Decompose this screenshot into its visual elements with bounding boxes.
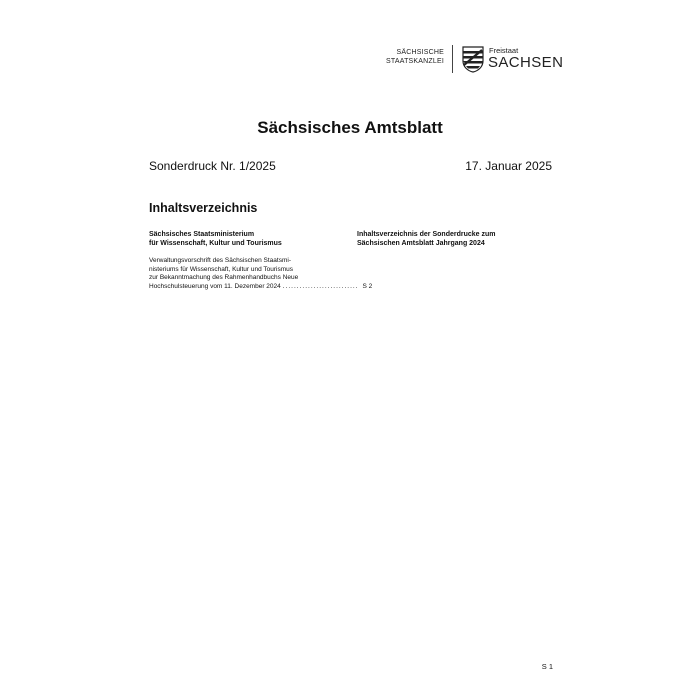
toc-entry[interactable] [149,257,373,291]
ministry-name [384,48,444,66]
toc-right-heading-line-2: Sächsischen Amtsblatt Jahrgang 2024 [357,240,485,247]
toc-entry-page-ref: S 2 [362,282,373,290]
toc-entry-line-4: Hochschulsteuerung vom 11. Dezember 2024 [149,282,281,290]
ministry-line-2: STAATSKANZLEI [386,58,444,65]
state-label-small: Freistaat [489,46,519,55]
document-title: Sächsisches Amtsblatt [257,118,443,137]
toc-right-heading-line-1: Inhaltsverzeichnis der Sonderdrucke zum [357,231,496,238]
toc-left-column [149,230,373,291]
toc-entry-leader-dots: ........................... [282,282,359,290]
toc-entry-line-2: nisteriums für Wissenschaft, Kultur und Tourismus [149,265,294,273]
logo-divider [452,45,453,73]
toc-entry-last-line [149,282,373,292]
toc-left-heading [149,230,349,248]
sachsen-logo [384,44,564,76]
toc-right-heading[interactable] [357,230,557,248]
ministry-line-1: SÄCHSISCHE [396,49,444,56]
toc-right-column [357,230,557,248]
toc-left-heading-line-2: für Wissenschaft, Kultur und Tourismus [149,240,282,247]
toc-heading: Inhaltsverzeichnis [149,201,258,215]
toc-entry-line-1: Verwaltungsvorschrift des Sächsischen Staatsmi- [149,257,291,264]
state-label-big: SACHSEN [488,54,564,71]
coat-of-arms-icon [461,46,485,73]
issue-date: 17. Januar 2025 [465,159,552,173]
toc-entry-line-3: zur Bekanntmachung des Rahmenhandbuchs Neue [149,274,299,281]
page-number: S 1 [541,662,553,671]
toc-left-heading-line-1: Sächsisches Staatsministerium [149,231,255,238]
issue-number: Sonderdruck Nr. 1/2025 [149,159,276,173]
